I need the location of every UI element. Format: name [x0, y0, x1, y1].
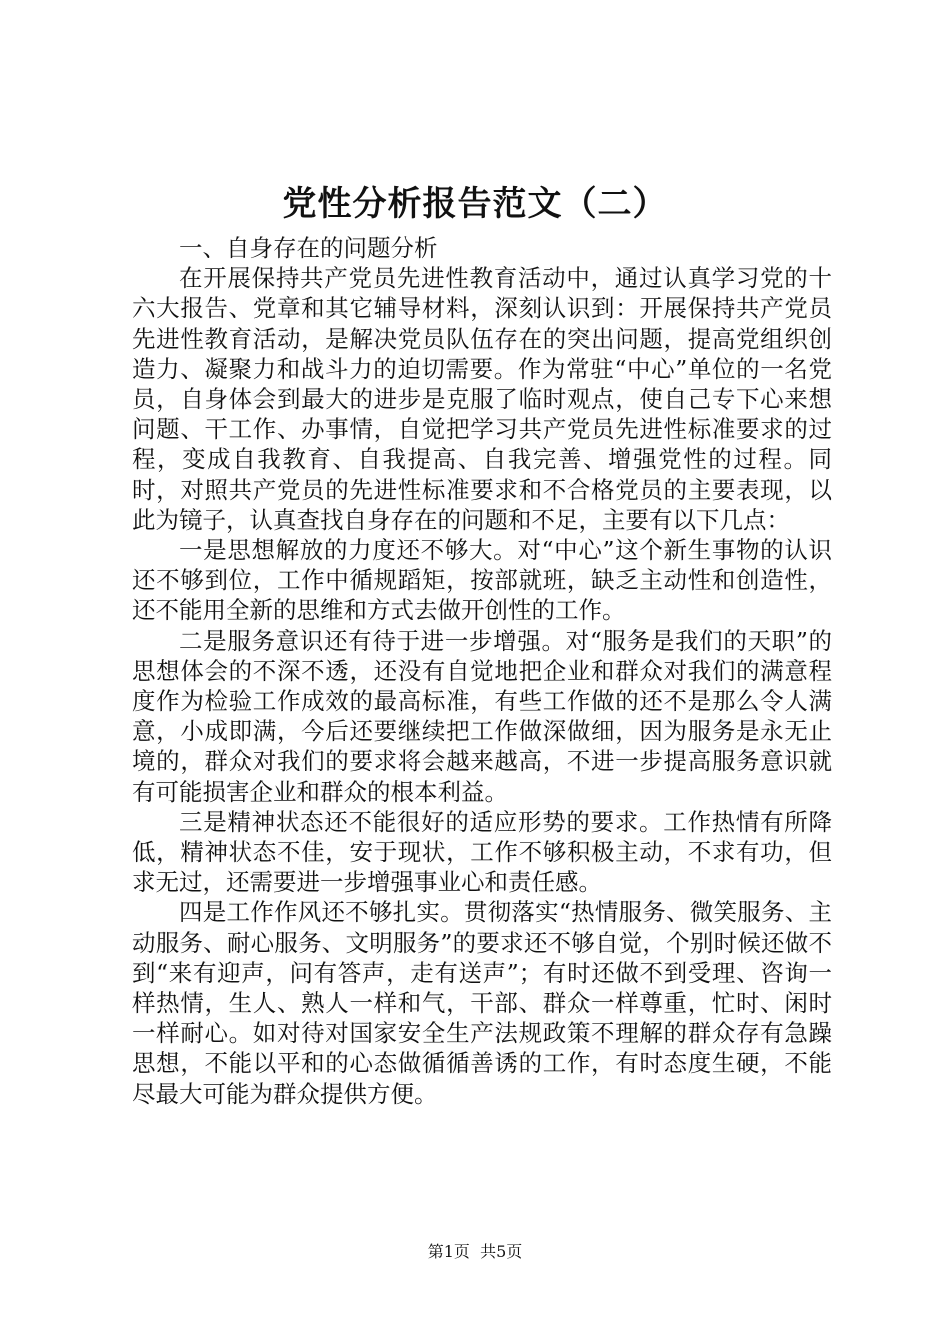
paragraph: 在开展保持共产党员先进性教育活动中，通过认真学习党的十六大报告、党章和其它辅导材料，深刻认识到：开展保持共产党员先进性教育活动，是解决党员队伍存在的突出问题，提高党组织创造力、凝聚力和战斗力的迫切需要。作为常驻“中心”单位的一名党员，自身体会到最大的进步是克服了临时观点，使自己专下心来想问题、干工作、办事情，自觉把学习共产党员先进性标准要求的过程，变成自我教育、自我提高、自我完善、增强党性的过程。同时，对照共产党员的先进性标准要求和不合格党员的主要表现，以此为镜子，认真查找自身存在的问题和不足，主要有以下几点：	[132, 264, 832, 534]
paragraph: 四是工作作风还不够扎实。贯彻落实“热情服务、微笑服务、主动服务、耐心服务、文明服务”的要求还不够自觉，个别时候还做不到“来有迎声，问有答声，走有送声”；有时还做不到受理、咨询一样热情，生人、熟人一样和气，干部、群众一样尊重，忙时、闲时一样耐心。如对待对国家安全生产法规政策不理解的群众存有急躁思想，不能以平和的心态做循循善诱的工作，有时态度生硬，不能尽最大可能为群众提供方便。	[132, 898, 832, 1108]
total-pages: 共5页	[480, 1242, 523, 1261]
section-heading: 一、自身存在的问题分析	[179, 234, 438, 262]
page-title: 党性分析报告范文（二）	[282, 184, 668, 224]
page-footer	[0, 1241, 950, 1263]
page-number: 第1页	[427, 1242, 470, 1261]
paragraph: 二是服务意识还有待于进一步增强。对“服务是我们的天职”的思想体会的不深不透，还没有自觉地把企业和群众对我们的满意程度作为检验工作成效的最高标准，有些工作做的还不是那么令人满意，小成即满，今后还要继续把工作做深做细，因为服务是永无止境的，群众对我们的要求将会越来越高，不进一步提高服务意识就有可能损害企业和群众的根本利益。	[132, 626, 832, 806]
paragraph: 三是精神状态还不能很好的适应形势的要求。工作热情有所降低，精神状态不佳，安于现状，工作不够积极主动，不求有功，但求无过，还需要进一步增强事业心和责任感。	[132, 807, 832, 897]
paragraph: 一是思想解放的力度还不够大。对“中心”这个新生事物的认识还不够到位，工作中循规蹈矩，按部就班，缺乏主动性和创造性，还不能用全新的思维和方式去做开创性的工作。	[132, 536, 832, 625]
footer-separator	[470, 1242, 480, 1261]
document-body	[132, 233, 832, 1109]
